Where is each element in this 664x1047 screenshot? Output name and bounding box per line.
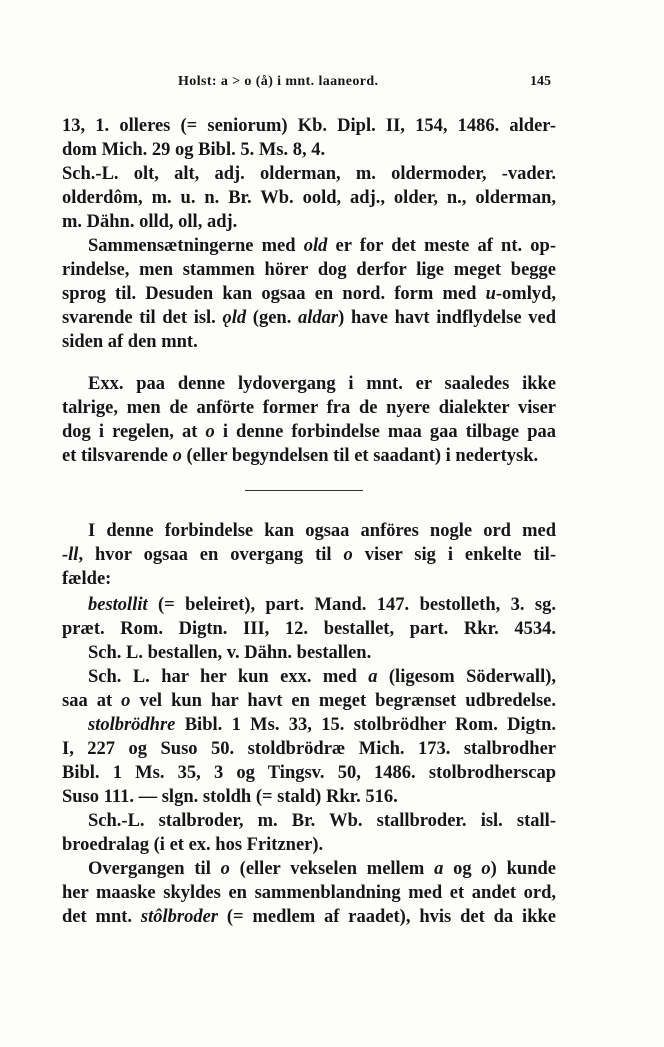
text-line bbox=[88, 520, 556, 544]
text-line bbox=[62, 163, 556, 187]
italic-text: bestollit bbox=[88, 595, 148, 615]
text-run: dom Mich. 29 og Bibl. 5. Ms. 8, 4. bbox=[62, 140, 326, 160]
italic-text: u bbox=[485, 284, 496, 304]
text-line bbox=[62, 690, 556, 714]
text-run: er for det meste af nt. op- bbox=[327, 236, 556, 256]
italic-text: a bbox=[368, 667, 378, 687]
text-run: broedralag (i et ex. hos Fritzner). bbox=[62, 835, 324, 855]
text-line bbox=[88, 235, 556, 259]
text-line bbox=[88, 373, 556, 397]
text-run: saa at bbox=[62, 691, 122, 711]
text-run: og bbox=[443, 859, 482, 879]
text-run: m. Dähn. olld, oll, adj. bbox=[62, 212, 238, 232]
italic-text: a bbox=[434, 859, 444, 879]
text-run: sprog til. Desuden kan ogsaa en nord. form med bbox=[62, 284, 486, 304]
text-run: (= beleiret), part. Mand. 147. bestolleth, 3. sg. bbox=[147, 595, 556, 615]
text-line bbox=[62, 331, 556, 355]
text-run: (gen. bbox=[246, 308, 299, 328]
text-run: viser sig i enkelte til- bbox=[352, 545, 556, 565]
italic-text: stolbrödhre bbox=[88, 715, 176, 735]
text-line bbox=[62, 115, 556, 139]
section-divider bbox=[245, 490, 363, 491]
text-run: et tilsvarende bbox=[62, 446, 173, 466]
text-line bbox=[62, 906, 556, 930]
text-run: I denne forbindelse kan ogsaa anföres nogle ord med bbox=[88, 521, 556, 541]
text-line bbox=[62, 762, 556, 786]
text-run: (eller vekselen mellem bbox=[229, 859, 435, 879]
text-line bbox=[62, 544, 556, 568]
text-run: I, 227 og Suso 50. stoldbrödræ Mich. 173. stalbrodher bbox=[62, 739, 556, 759]
text-run: Bibl. 1 Ms. 33, 15. stolbrödher Rom. Digtn. bbox=[175, 715, 556, 735]
italic-text: o bbox=[172, 446, 182, 466]
text-line bbox=[62, 421, 556, 445]
text-line bbox=[62, 882, 556, 906]
text-line bbox=[62, 568, 556, 592]
italic-text: o bbox=[205, 422, 215, 442]
running-head: Holst: a > o (å) i mnt. laaneord. bbox=[178, 74, 379, 89]
text-run: -omlyd, bbox=[495, 284, 556, 304]
text-run: Sch.-L. olt, alt, adj. olderman, m. oldermoder, -vader. bbox=[62, 164, 556, 184]
text-run: olderdôm, m. u. n. Br. Wb. oold, adj., older, n., olderman, bbox=[62, 188, 556, 208]
text-run: her maaske skyldes en sammenblandning med et andet ord, bbox=[62, 883, 556, 903]
text-run: Bibl. 1 Ms. 35, 3 og Tingsv. 50, 1486. stolbrodherscap bbox=[62, 763, 556, 783]
text-run: Sch. L. har her kun exx. med bbox=[88, 667, 369, 687]
text-line bbox=[62, 283, 556, 307]
text-line bbox=[62, 139, 556, 163]
text-run: talrige, men de anförte former fra de nyere dialekter viser bbox=[62, 398, 556, 418]
text-run: i denne forbindelse maa gaa tilbage paa bbox=[214, 422, 556, 442]
italic-text: old bbox=[303, 236, 328, 256]
text-line bbox=[88, 666, 556, 690]
text-line bbox=[62, 786, 556, 810]
text-run: (= medlem af raadet), hvis det da ikke bbox=[218, 907, 556, 927]
text-run: Sammensætningerne med bbox=[88, 236, 304, 256]
text-line bbox=[88, 714, 556, 738]
text-run: siden af den mnt. bbox=[62, 332, 198, 352]
text-run: vel kun har havt en meget begrænset udbredelse. bbox=[130, 691, 556, 711]
text-line bbox=[88, 594, 556, 618]
text-run: svarende til det isl. bbox=[62, 308, 223, 328]
italic-text: ǫld bbox=[222, 308, 247, 328]
text-line bbox=[62, 187, 556, 211]
text-line bbox=[62, 397, 556, 421]
text-run: præt. Rom. Digtn. III, 12. bestallet, part. Rkr. 4534. bbox=[62, 619, 556, 639]
italic-text: o bbox=[343, 545, 353, 565]
italic-text: o bbox=[481, 859, 491, 879]
text-line bbox=[62, 445, 556, 469]
text-run: ) kunde bbox=[490, 859, 556, 879]
page-header bbox=[0, 74, 664, 98]
italic-text: o bbox=[121, 691, 131, 711]
text-run: (eller begyndelsen til et saadant) i nedertysk. bbox=[181, 446, 539, 466]
text-run: rindelse, men stammen hörer dog derfor lige meget begge bbox=[62, 260, 556, 280]
text-line bbox=[62, 307, 556, 331]
text-line bbox=[62, 211, 556, 235]
italic-text: -ll bbox=[62, 545, 79, 565]
text-run: det mnt. bbox=[62, 907, 141, 927]
text-line bbox=[88, 810, 556, 834]
text-line bbox=[62, 738, 556, 762]
text-run: dog i regelen, at bbox=[62, 422, 206, 442]
text-line bbox=[62, 618, 556, 642]
page-number: 145 bbox=[530, 74, 551, 89]
text-line bbox=[88, 858, 556, 882]
text-line bbox=[62, 834, 556, 858]
text-run: 13, 1. olleres (= seniorum) Kb. Dipl. II, 154, 1486. alder- bbox=[62, 116, 556, 136]
text-run: , hvor ogsaa en overgang til bbox=[78, 545, 344, 565]
text-run: Suso 111. — slgn. stoldh (= stald) Rkr. 516. bbox=[62, 787, 398, 807]
text-run: Overgangen til bbox=[88, 859, 221, 879]
italic-text: o bbox=[220, 859, 230, 879]
italic-text: stôlbroder bbox=[140, 907, 218, 927]
text-line bbox=[88, 642, 556, 666]
text-run: Sch.-L. stalbroder, m. Br. Wb. stallbroder. isl. stall- bbox=[88, 811, 556, 831]
text-line bbox=[62, 259, 556, 283]
text-run: (ligesom Söderwall), bbox=[377, 667, 556, 687]
text-run: Sch. L. bestallen, v. Dähn. bestallen. bbox=[88, 643, 372, 663]
text-run: Exx. paa denne lydovergang i mnt. er saaledes ikke bbox=[88, 374, 556, 394]
text-run: ) have havt indflydelse ved bbox=[338, 308, 556, 328]
italic-text: aldar bbox=[298, 308, 339, 328]
text-run: fælde: bbox=[62, 569, 112, 589]
